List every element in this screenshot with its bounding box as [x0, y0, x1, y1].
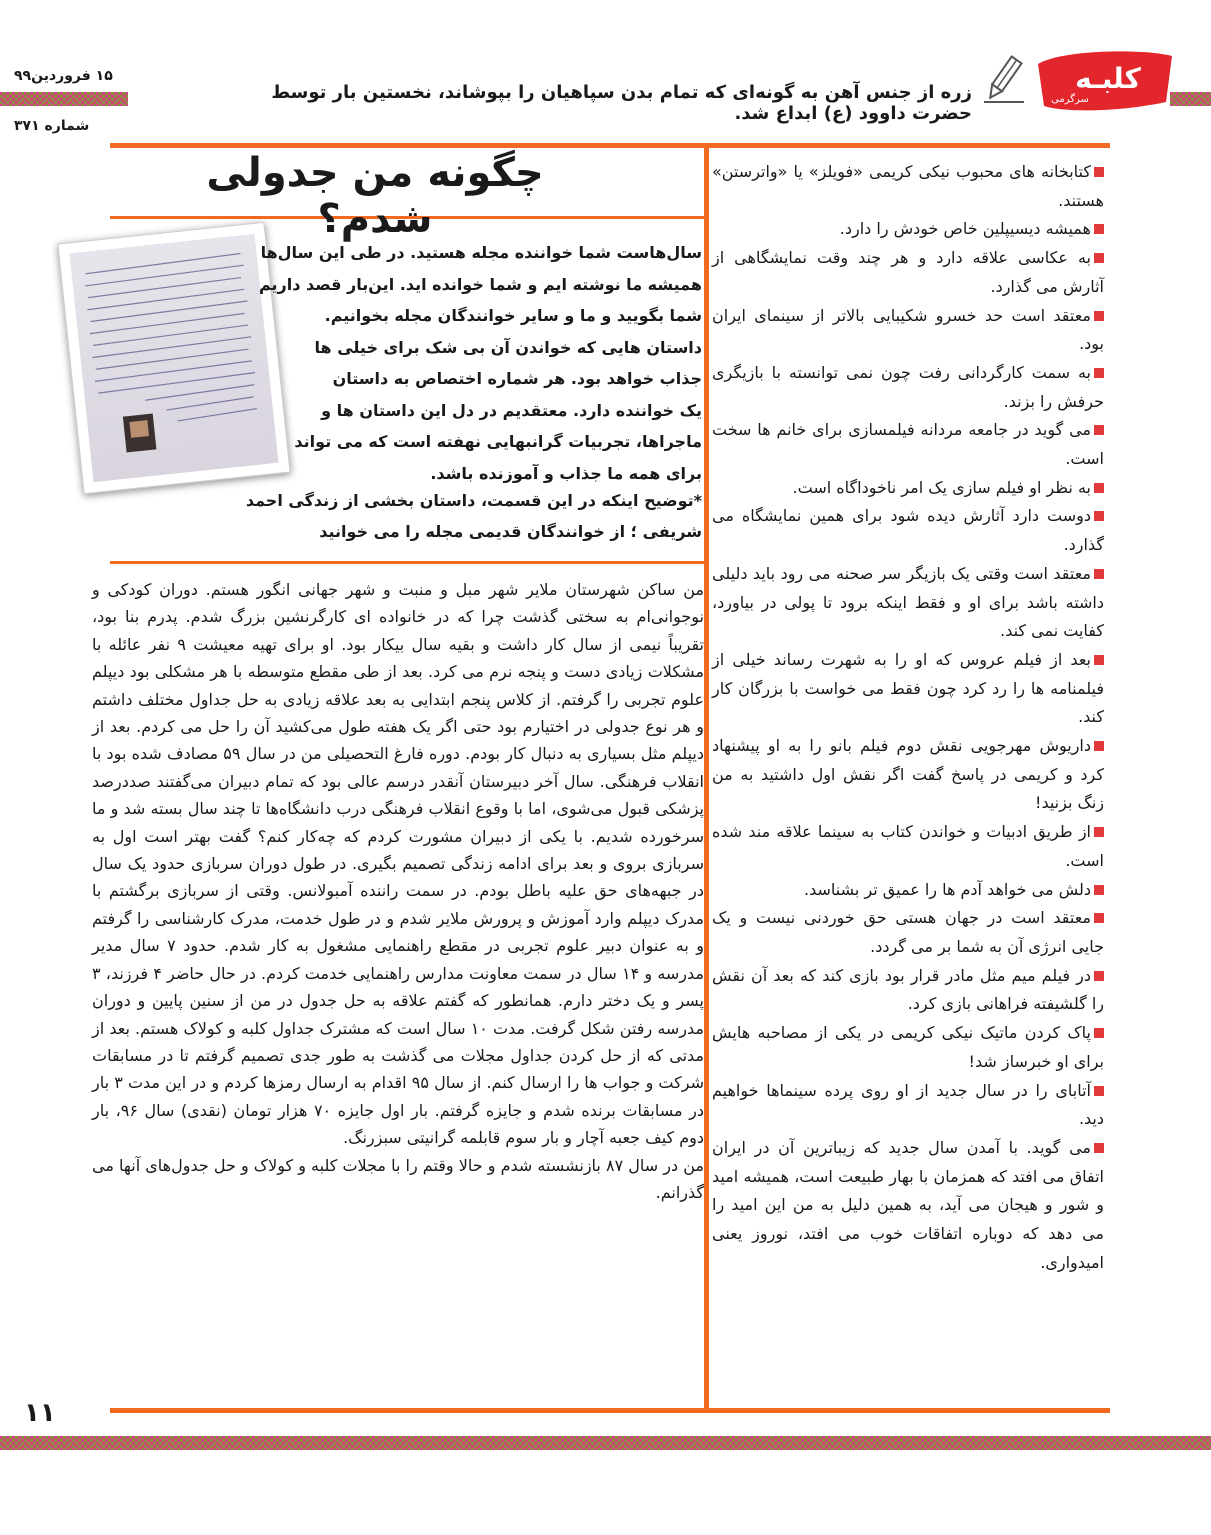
fact-item: می گوید در جامعه مردانه فیلمسازی برای خانم ها سخت است. — [712, 420, 1104, 469]
bullet-icon — [1094, 224, 1104, 234]
bullet-icon — [1094, 971, 1104, 981]
fact-item: می گوید. با آمدن سال جدید که زیباترین آن در ایران اتفاق می افتد که همزمان با بهار طبیعت است، همیشه امید و شور و هیجان می آید، به همین دلیل به من این امید را می دهد که دوباره اتفاقات خوب می افتد، نوروز یعنی امیدواری. — [712, 1137, 1104, 1272]
article-note — [190, 485, 702, 547]
bullet-icon — [1094, 827, 1104, 837]
intro-divider — [110, 561, 704, 564]
bullet-icon — [1094, 483, 1104, 493]
logo-main-text: کلبـه — [1075, 62, 1141, 95]
bullet-icon — [1094, 913, 1104, 923]
decorative-strip-bottom — [0, 1436, 1211, 1450]
bullet-icon — [1094, 569, 1104, 579]
bullet-icon — [1094, 741, 1104, 751]
intro-line: جذاب خواهد بود. هر شماره اختصاص به داستان — [332, 369, 702, 388]
intro-line: شما بگویید و ما و سایر خوانندگان مجله بخوانیم. — [324, 306, 702, 325]
issue-date: ۱۵ فروردین۹۹ — [14, 68, 113, 84]
intro-line: داستان هایی که خواندن آن بی شک برای خیلی ها — [314, 337, 702, 357]
fact-item: دلش می خواهد آدم ها را عمیق تر بشناسد. — [712, 876, 1104, 905]
fact-item: پاک کردن ماتیک نیکی کریمی در یکی از مصاحبه هایش برای او خبرساز شد! — [712, 1023, 1104, 1071]
magazine-logo — [1030, 44, 1180, 118]
body-paragraph: من در سال ۸۷ بازنشسته شدم و حالا وقتم را با مجلات کلبه و کولاک و حل جدول‌های آنها می گذرانم. — [92, 1155, 704, 1202]
bullet-icon — [1094, 425, 1104, 435]
column-divider — [704, 148, 709, 1410]
bullet-icon — [1094, 1143, 1104, 1153]
header-fact-headline: زره از جنس آهن به گونه‌ای که تمام بدن سپاهیان را بپوشاند، نخستین بار توسط حضرت داوود (ع) ابداع شد. — [271, 82, 972, 124]
fact-item: معتقد است در جهان هستی حق خوردنی نیست و یک جایی انرژی آن به شما بر می گردد. — [712, 908, 1104, 956]
bullet-icon — [1094, 885, 1104, 895]
fact-item: معتقد است وقتی یک بازیگر سر صحنه می رود باید دلیلی داشته باشد برای او و فقط اینکه برود تا پولی در بیاورد، کفایت نمی کند. — [712, 563, 1104, 641]
intro-line: برای همه ما جذاب و آموزنده باشد. — [430, 463, 702, 483]
bottom-divider — [110, 1408, 1110, 1413]
note-line: *توضیح اینکه در این قسمت، داستان بخشی از زندگی احمد — [245, 491, 702, 510]
article-intro — [190, 237, 702, 489]
bullet-icon — [1094, 311, 1104, 321]
pencil-icon — [982, 52, 1026, 104]
bullet-icon — [1094, 1028, 1104, 1038]
fact-item: بعد از فیلم عروس که او را به شهرت رساند خیلی از فیلمنامه ها را رد کرد چون فقط می خواست با بزرگان کار کند. — [712, 649, 1104, 727]
intro-line: سال‌هاست شما خواننده مجله هستید. در طی این سال‌ها — [260, 243, 702, 262]
fact-item: معتقد است حد خسرو شکیبایی بالاتر از سینمای ایران بود. — [712, 305, 1104, 354]
note-line: شریفی ؛ از خوانندگان قدیمی مجله را می خوانید — [319, 522, 702, 541]
article-body — [92, 576, 704, 1206]
body-paragraph: من ساکن شهرستان ملایر شهر مبل و منبت و شهر جهانی انگور هستم. دوران کودکی و نوجوانی‌ام به سختی گذشت چرا که در خانواده ای کارگرنشین بزرگ شدم. پدرم بنا بود، تقریباً نیمی از سال کار داشت و بقیه سال بیکار بود. او برای تهیه معیشت ۹ نفر عائله با مشکلات زیادی دست و پنجه نرم می کرد. بعد از طی مقطع متوسطه با هر مشکلی بود دیپلم علوم تجربی را گرفتم. از کلاس پنجم ابتدایی به بعد علاقه زیادی به حل جداول مختلف داشتم و هر نوع جدولی در اختیارم بود حتی اگر یک هفته طول می‌کشید آن را حل می کردم. بعد از دیپلم مثل بسیاری به دنبال کار بودم. دوره فارغ التحصیلی من در سال ۵۹ مصادف شده بود با انقلاب فرهنگی. سال آخر دبیرستان آنقدر درسم عالی بود که تمام دبیران می‌گفتند صددرصد پزشکی قبول می‌شوی، اما با وقوع انقلاب فرهنگی درب دانشگاه‌ها تا چند سال بسته شد و ما سرخورده شدیم. با یکی از دبیران مشورت کردم که چه‌کار کنم؟ گفت بهتر است اول به سربازی بروی و بعد برای ادامه زندگی تصمیم بگیری. در طول دوران سربازی حدود یک سال در جبهه‌های حق علیه باطل بودم. در سمت راننده آمبولانس. وقتی از سربازی برگشتم با مدرک دیپلم وارد آموزش و پرورش ملایر شدم و در طول خدمت، مدرک کارشناسی را گرفتم و به عنوان دبیر علوم تجربی در مقطع راهنمایی مشغول به کار شدم. حدود ۷ سال مدیر مدرسه و ۱۴ سال در سمت معاونت مدارس راهنمایی خدمت کردم. در حال حاضر ۴ فرزند، ۳ پسر و یک دختر دارم. همانطور که گفتم علاقه به حل جدول در من از سنین پایین و دوران مدرسه رفتن شکل گرفت. مدت ۱۰ سال است که مشترک جداول کلبه و کولاک هستم. بعد از مدتی که از حل کردن جداول مجلات می گذشت به طور جدی تصمیم گرفتم تا در مسابقات شرکت و جواب ها را ارسال کنم. از سال ۹۵ اقدام به ارسال رمزها کردم و در این مدت ۳ بار در مسابقات برنده شدم و جایزه گرفتم. بار اول جایزه ۷۰ هزار تومان (نقدی) سال ۹۶، بار دوم کیف جعبه آچار و بار سوم قابلمه گرانیتی سبزرنگ. — [92, 580, 705, 1148]
fact-item: به نظر او فیلم سازی یک امر ناخوداگاه است. — [712, 474, 1104, 503]
intro-line: ماجراها، تجربیات گرانبهایی نهفته است که می تواند — [294, 432, 702, 451]
sidebar-facts — [712, 158, 1104, 1277]
bullet-icon — [1094, 167, 1104, 177]
top-divider — [110, 143, 1110, 148]
bullet-icon — [1094, 655, 1104, 665]
fact-item: به عکاسی علاقه دارد و هر چند وقت نمایشگاهی از آثارش می گذارد. — [712, 248, 1104, 296]
fact-item: به سمت کارگردانی رفت چون نمی توانسته با بازیگری حرفش را بزند. — [712, 362, 1104, 411]
intro-line: همیشه ما نوشته ایم و شما خوانده اید. این‌بار قصد داریم — [258, 274, 702, 294]
fact-item: آتابای را در سال جدید از او روی پرده سینماها خواهیم دید. — [712, 1080, 1104, 1129]
fact-item: دوست دارد آثارش دیده شود برای همین نمایشگاه می گذارد. — [712, 506, 1104, 555]
fact-item: کتابخانه های محبوب نیکی کریمی «فویلز» یا «واترستن» هستند. — [712, 162, 1104, 210]
issue-number: شماره ۳۷۱ — [14, 118, 90, 134]
bullet-icon — [1094, 368, 1104, 378]
fact-item: از طریق ادبیات و خواندن کتاب به سینما علاقه مند شده است. — [712, 822, 1104, 870]
fact-item: داریوش مهرجویی نقش دوم فیلم بانو را به او پیشنهاد کرد و کریمی در پاسخ گفت اگر نقش اول داشتید به من زنگ بزنید! — [712, 736, 1104, 813]
fact-item: همیشه دیسیپلین خاص خودش را دارد. — [712, 215, 1104, 244]
logo-sub-text: سرگرمی — [1051, 94, 1089, 105]
bullet-icon — [1094, 253, 1104, 263]
intro-line: یک خواننده دارد. معتقدیم در دل این داستان ها و — [321, 400, 702, 420]
page-number: ۱۱ — [24, 1398, 56, 1428]
bullet-icon — [1094, 511, 1104, 521]
bullet-icon — [1094, 1086, 1104, 1096]
fact-item: در فیلم میم مثل مادر قرار بود بازی کند که بعد آن نقش را گلشیفته فراهانی بازی کرد. — [712, 965, 1104, 1014]
article-title: چگونه من جدولی شدم؟ — [206, 150, 544, 242]
decorative-strip-left — [0, 92, 128, 106]
